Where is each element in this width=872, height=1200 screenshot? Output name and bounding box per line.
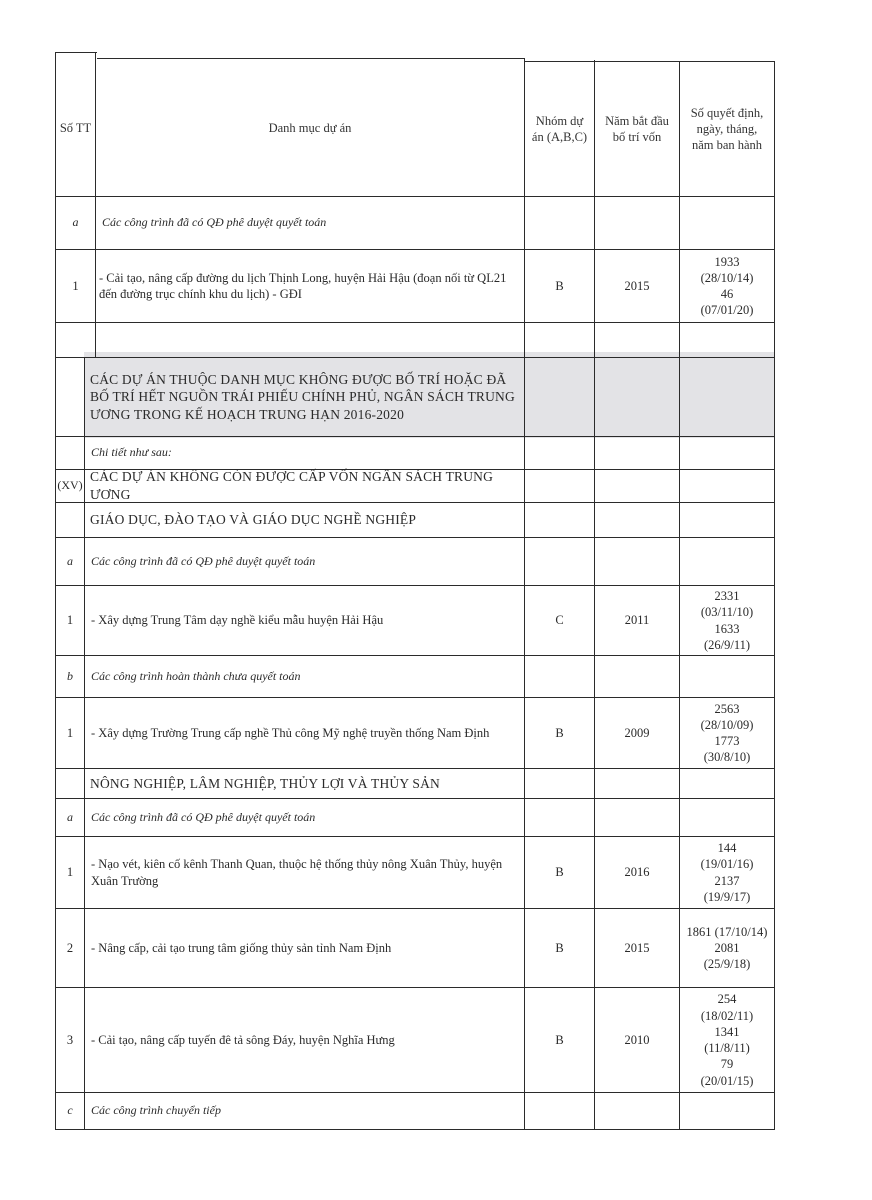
row-group: B [555,865,564,880]
row-decision [680,250,774,322]
header-stt: Số TT [59,120,92,135]
row-section-title: Các công trình chuyển tiếp [91,1103,221,1118]
row-project-name: - Xây dựng Trường Trung cấp nghề Thủ công Mỹ nghệ truyền thống Nam Định [91,725,490,740]
decision-line: 79 [720,1057,734,1072]
row-year: 2016 [624,865,650,880]
decision-line: (26/9/11) [703,637,751,652]
row-group: B [555,1032,564,1047]
row-project-name: - Xây dựng Trung Tâm dạy nghề kiểu mẫu huyện Hải Hậu [91,613,384,628]
decision-line: 2081 [714,940,740,955]
row-group: C [555,613,564,628]
row-stt: 2 [66,940,74,955]
decision-line: 2331 [714,589,740,603]
decision-line: 2563 [714,701,740,716]
row-decision [680,698,774,768]
decision-line: (19/01/16) [700,857,754,872]
row-year: 2011 [624,613,650,628]
decision-line: (25/9/18) [703,957,751,972]
header-start-year: Năm bắt đầu bố trí vốn [605,113,669,144]
header-decision: Số quyết định, ngày, tháng, năm ban hành [690,105,764,153]
row-project-name: - Cải tạo, nâng cấp tuyến đê tả sông Đáy, huyện Nghĩa Hưng [91,1032,395,1047]
row-note: Chi tiết như sau: [91,445,172,460]
row-stt: 1 [66,725,74,740]
decision-line: (03/11/10) [700,605,754,620]
row-year: 2015 [624,940,650,955]
table-border-right [774,62,775,1130]
row-stt: (XV) [57,478,83,493]
row-sector-title: GIÁO DỤC, ĐÀO TẠO VÀ GIÁO DỤC NGHỀ NGHIỆP [90,512,417,528]
decision-line: (19/9/17) [703,889,751,904]
decision-line: 46 [720,287,734,301]
decision-line: (11/8/11) [704,1041,750,1055]
decision-line: 1633 [714,621,740,636]
row-group: B [555,278,564,293]
decision-line: 2137 [714,873,740,888]
row-stt: c [67,1103,73,1118]
row-section-title: Các công trình đã có QĐ phê duyệt quyết toán [91,553,316,568]
row-stt: 1 [66,613,74,628]
row-sector-title: NÔNG NGHIỆP, LÂM NGHIỆP, THỦY LỢI VÀ THỦY SẢN [90,775,441,791]
row-year: 2015 [624,278,650,293]
decision-line: (20/01/15) [700,1073,754,1088]
row-group: B [555,940,564,955]
row-project-name: - Cải tạo, nâng cấp đường du lịch Thịnh Long, huyện Hải Hậu (đoạn nối từ QL21 đến đường trục chính khu du lịch) - GĐI [99,270,507,301]
row-stt: 1 [66,865,74,880]
row-stt: 3 [66,1032,74,1047]
row-decision [680,586,774,655]
row-section-title: Các công trình đã có QĐ phê duyệt quyết toán [91,809,316,824]
row-program-title: CÁC DỰ ÁN THUỘC DANH MỤC KHÔNG ĐƯỢC BỐ TRÍ HOẶC ĐÃ BỐ TRÍ HẾT NGUỒN TRÁI PHIẾU CHÍNH PHỦ, NGÂN SÁCH TRUNG ƯƠNG TRONG KẾ HOẠCH TRUNG HẠN 2016-2020 [90,371,515,422]
decision-line: 254 [717,992,737,1007]
row-stt: 1 [72,278,79,293]
table-border-top [55,52,97,53]
row-stt: a [72,215,79,230]
row-group: B [555,725,564,740]
row-stt: a [67,553,73,568]
decision-line: 1773 [714,734,740,748]
row-stt: b [67,668,73,683]
decision-line: (28/10/14) [700,270,754,285]
decision-line: (18/02/11) [700,1008,754,1023]
decision-line: (28/10/09) [700,717,754,732]
row-group-title: CÁC DỰ ÁN KHÔNG CÒN ĐƯỢC CẤP VỐN NGÂN SÁCH TRUNG ƯƠNG [90,469,494,502]
row-decision [680,837,774,908]
row-stt: a [67,809,73,824]
row-section-title: Các công trình hoàn thành chưa quyết toán [91,668,301,683]
decision-line: 1861 (17/10/14) [686,924,768,939]
decision-line: 1933 [714,254,740,269]
row-divider [55,322,775,323]
decision-line: (07/01/20) [700,303,754,318]
header-group: Nhóm dự án (A,B,C) [531,113,588,144]
table-border-bottom [55,1129,775,1130]
row-decision [680,909,774,987]
table-border-top [97,58,525,59]
decision-line: 1341 [714,1024,740,1039]
row-section-title: Các công trình đã có QĐ phê duyệt quyết toán [102,215,327,230]
row-decision [680,988,774,1092]
row-year: 2009 [624,725,650,740]
decision-line: (30/8/10) [703,750,751,765]
row-project-name: - Nâng cấp, cải tạo trung tâm giống thủy sản tỉnh Nam Định [91,940,392,955]
row-project-name: - Nạo vét, kiên cố kênh Thanh Quan, thuộc hệ thống thủy nông Xuân Thủy, huyện Xuân Trường [91,857,503,888]
decision-line: 144 [717,841,737,855]
header-project-name: Danh mục dự án [268,120,352,135]
row-year: 2010 [624,1032,650,1047]
